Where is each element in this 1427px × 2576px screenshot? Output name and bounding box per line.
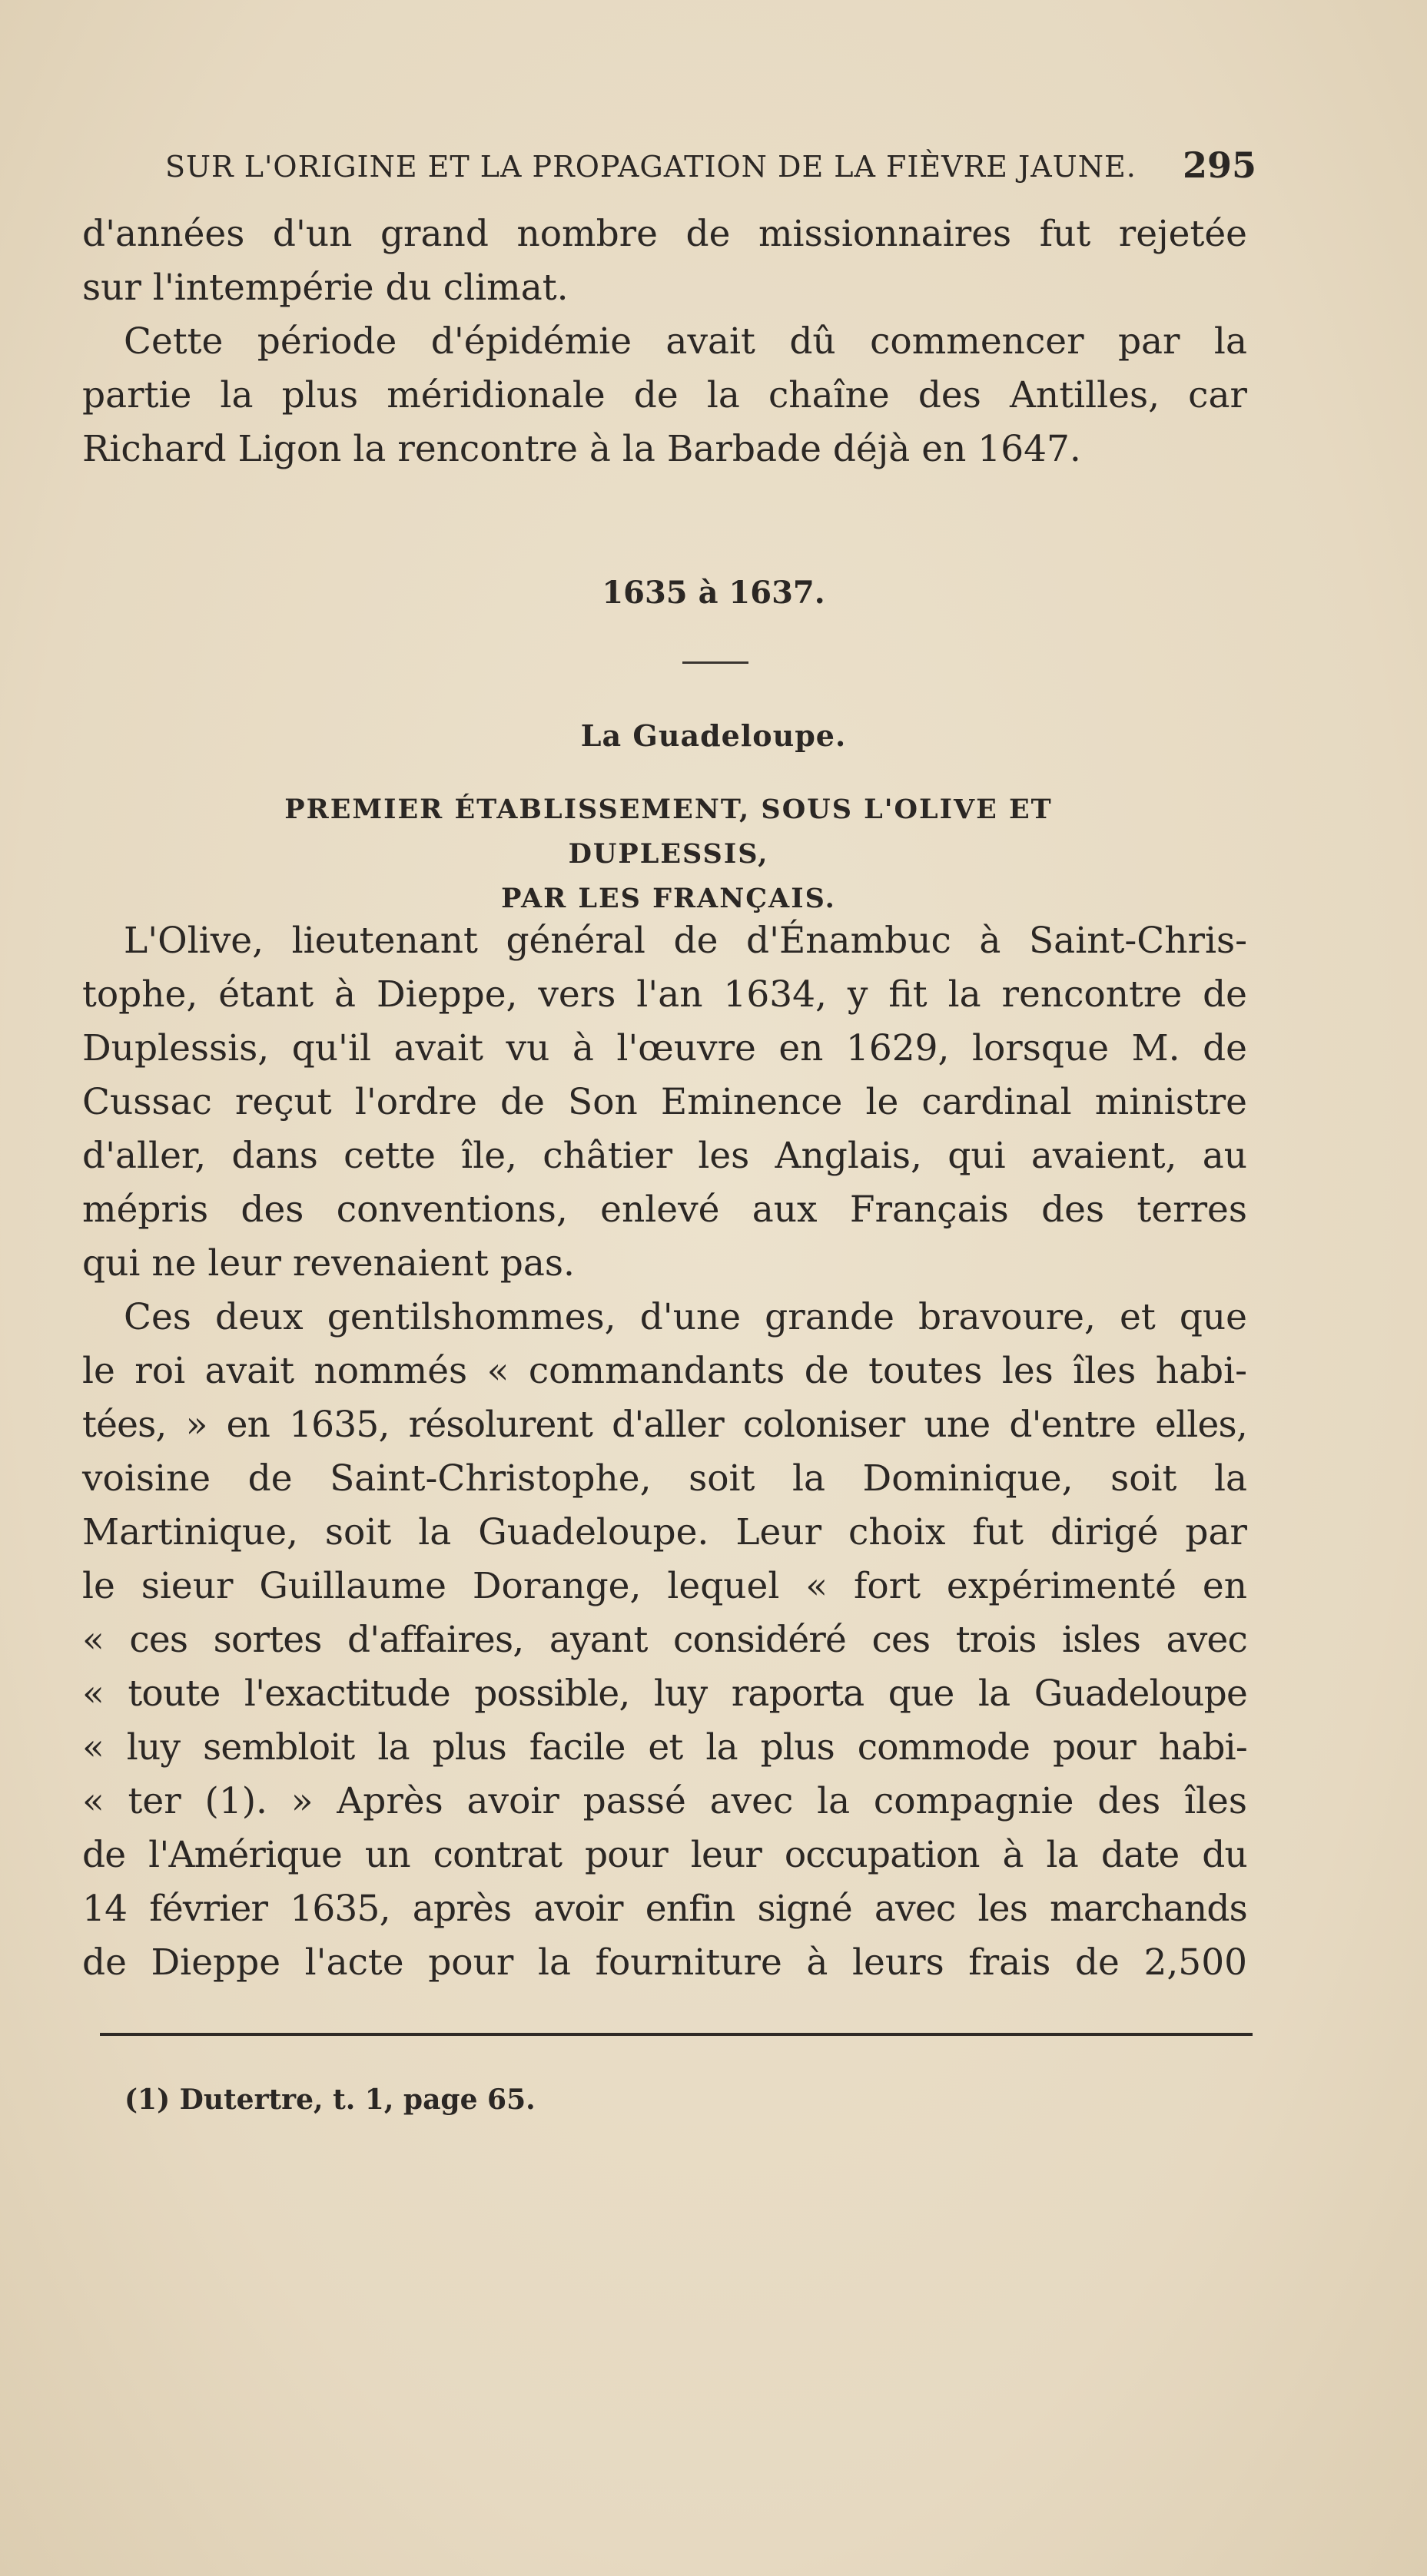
text-line: « ces sortes d'affaires, ayant considéré ces trois isles avec <box>82 1619 1247 1661</box>
text-line: Cussac reçut l'ordre de Son Eminence le cardinal ministre <box>82 1081 1247 1123</box>
text-line: le roi avait nommés « commandants de toutes les îles habi- <box>82 1350 1247 1392</box>
text-line: « ter (1). » Après avoir passé avec la compagnie des îles <box>82 1780 1247 1822</box>
text-line: d'années d'un grand nombre de missionnaires fut rejetée <box>82 213 1247 255</box>
text-line: sur l'intempérie du climat. <box>82 267 569 309</box>
text-line: Cette période d'épidémie avait dû commencer par la <box>124 320 1247 363</box>
running-title: SUR L'ORIGINE ET LA PROPAGATION DE LA FIÈVRE JAUNE. <box>165 150 1137 184</box>
footnote: (1) Dutertre, t. 1, page 65. <box>124 2084 536 2116</box>
text-line: L'Olive, lieutenant général de d'Énambuc à Saint-Chris- <box>124 920 1247 962</box>
text-line: Martinique, soit la Guadeloupe. Leur choix fut dirigé par <box>82 1511 1247 1553</box>
text-line: de l'Amérique un contrat pour leur occupation à la date du <box>82 1834 1247 1876</box>
text-line: mépris des conventions, enlevé aux Français des terres <box>82 1189 1247 1231</box>
text-line: le sieur Guillaume Dorange, lequel « fort expérimenté en <box>82 1565 1247 1607</box>
footnote-divider <box>100 2033 1253 2036</box>
page-number: 295 <box>1182 144 1256 186</box>
text-line: Duplessis, qu'il avait vu à l'œuvre en 1629, lorsque M. de <box>82 1027 1247 1069</box>
text-line: Richard Ligon la rencontre à la Barbade déjà en 1647. <box>82 428 1081 470</box>
section-dates: 1635 à 1637. <box>602 575 825 611</box>
section-title: La Guadeloupe. <box>580 718 847 753</box>
text-line: Ces deux gentilshommes, d'une grande bravoure, et que <box>124 1296 1247 1338</box>
subtitle-line: PREMIER ÉTABLISSEMENT, SOUS L'OLIVE ET DUPLESSIS, <box>284 794 1053 870</box>
text-line: partie la plus méridionale de la chaîne des Antilles, car <box>82 374 1247 416</box>
intro-text <box>82 207 1247 476</box>
running-header <box>165 144 1256 186</box>
main-text <box>82 914 1247 1990</box>
text-line: tophe, étant à Dieppe, vers l'an 1634, y fit la rencontre de <box>82 973 1247 1016</box>
text-line: tées, » en 1635, résolurent d'aller coloniser une d'entre elles, <box>82 1404 1247 1446</box>
text-line: « luy sembloit la plus facile et la plus commode pour habi- <box>82 1726 1247 1769</box>
section-subtitle <box>207 787 1130 921</box>
text-line: « toute l'exactitude possible, luy raporta que la Guadeloupe <box>82 1673 1247 1715</box>
text-line: de Dieppe l'acte pour la fourniture à leurs frais de 2,500 <box>82 1941 1247 1984</box>
text-line: d'aller, dans cette île, châtier les Anglais, qui avaient, au <box>82 1135 1247 1177</box>
text-line: qui ne leur revenaient pas. <box>82 1242 575 1285</box>
subtitle-line: PAR LES FRANÇAIS. <box>501 883 836 914</box>
section-divider <box>682 661 748 664</box>
text-line: voisine de Saint-Christophe, soit la Dominique, soit la <box>82 1457 1247 1500</box>
text-line: 14 février 1635, après avoir enfin signé avec les marchands <box>82 1888 1247 1930</box>
